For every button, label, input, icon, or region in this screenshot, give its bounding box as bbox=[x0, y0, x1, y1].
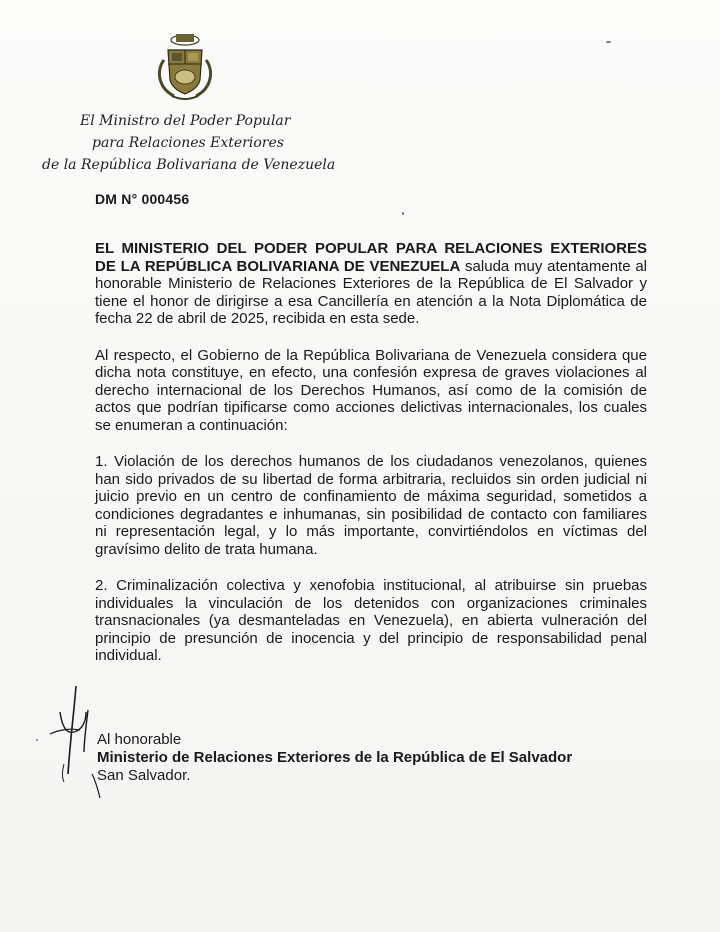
ministry-name-bold: EL MINISTERIO DEL PODER POPULAR PARA RELACIONES EXTERIORES DE LA REPÚBLICA BOLIVARIANA DE VENEZUELA bbox=[95, 240, 647, 275]
letterhead-line-3: de la República Bolivariana de Venezuela bbox=[42, 157, 336, 173]
list-item-1: 1. Violación de los derechos humanos de los ciudadanos venezolanos, quienes han sido privados de su libertad de forma arbitraria, recluidos sin orden judicial ni juicio previo en un centro de confinamiento de máxima seguridad, sometidos a condiciones degradantes e inhumanas, sin posibilidad de contacto con familiares ni representación legal, y lo más importante, convirtiéndolos en víctimas del gravísimo delito de trata humana. bbox=[95, 453, 647, 558]
document-reference-number: DM N° 000456 bbox=[95, 191, 190, 207]
coat-of-arms-icon bbox=[150, 30, 220, 102]
paper-speck bbox=[606, 41, 611, 43]
salutation: Al honorable bbox=[97, 731, 182, 748]
letterhead-line-1: El Ministro del Poder Popular bbox=[80, 113, 291, 129]
recipient-city: San Salvador. bbox=[97, 767, 191, 784]
paper-speck bbox=[36, 739, 38, 741]
recipient-block bbox=[97, 731, 572, 785]
letterhead-line-2: para Relaciones Exteriores bbox=[92, 135, 284, 151]
paragraph-greeting bbox=[95, 240, 647, 328]
paragraph-considerations: Al respecto, el Gobierno de la República Bolivariana de Venezuela considera que dicha nota constituye, en efecto, una confesión expresa de graves violaciones al derecho internacional de los Derechos Humanos, así como de la comisión de actos que podrían tipificarse como acciones delictivas internacionales, los cuales se enumeran a continuación: bbox=[95, 346, 647, 434]
recipient-name: Ministerio de Relaciones Exteriores de la República de El Salvador bbox=[97, 749, 573, 766]
greeting-text: saluda muy atentamente al honorable Ministerio de Relaciones Exteriores de la República de El Salvador y tiene el honor de dirigirse a esa Cancillería en atención a la Nota Diplomática de fecha 22 de abril de 2025, recibida en esta sede. bbox=[95, 257, 647, 327]
letterhead-title bbox=[0, 110, 340, 176]
paper-speck bbox=[402, 212, 404, 215]
list-item-2: 2. Criminalización colectiva y xenofobia institucional, al atribuirse sin pruebas individuales la vinculación de los detenidos con organizaciones criminales transnacionales (ya desmanteladas en Venezuela), en abierta vulneración del principio de presunción de inocencia y del principio de responsabilidad penal individual. bbox=[95, 577, 647, 664]
letter-body bbox=[95, 240, 647, 684]
